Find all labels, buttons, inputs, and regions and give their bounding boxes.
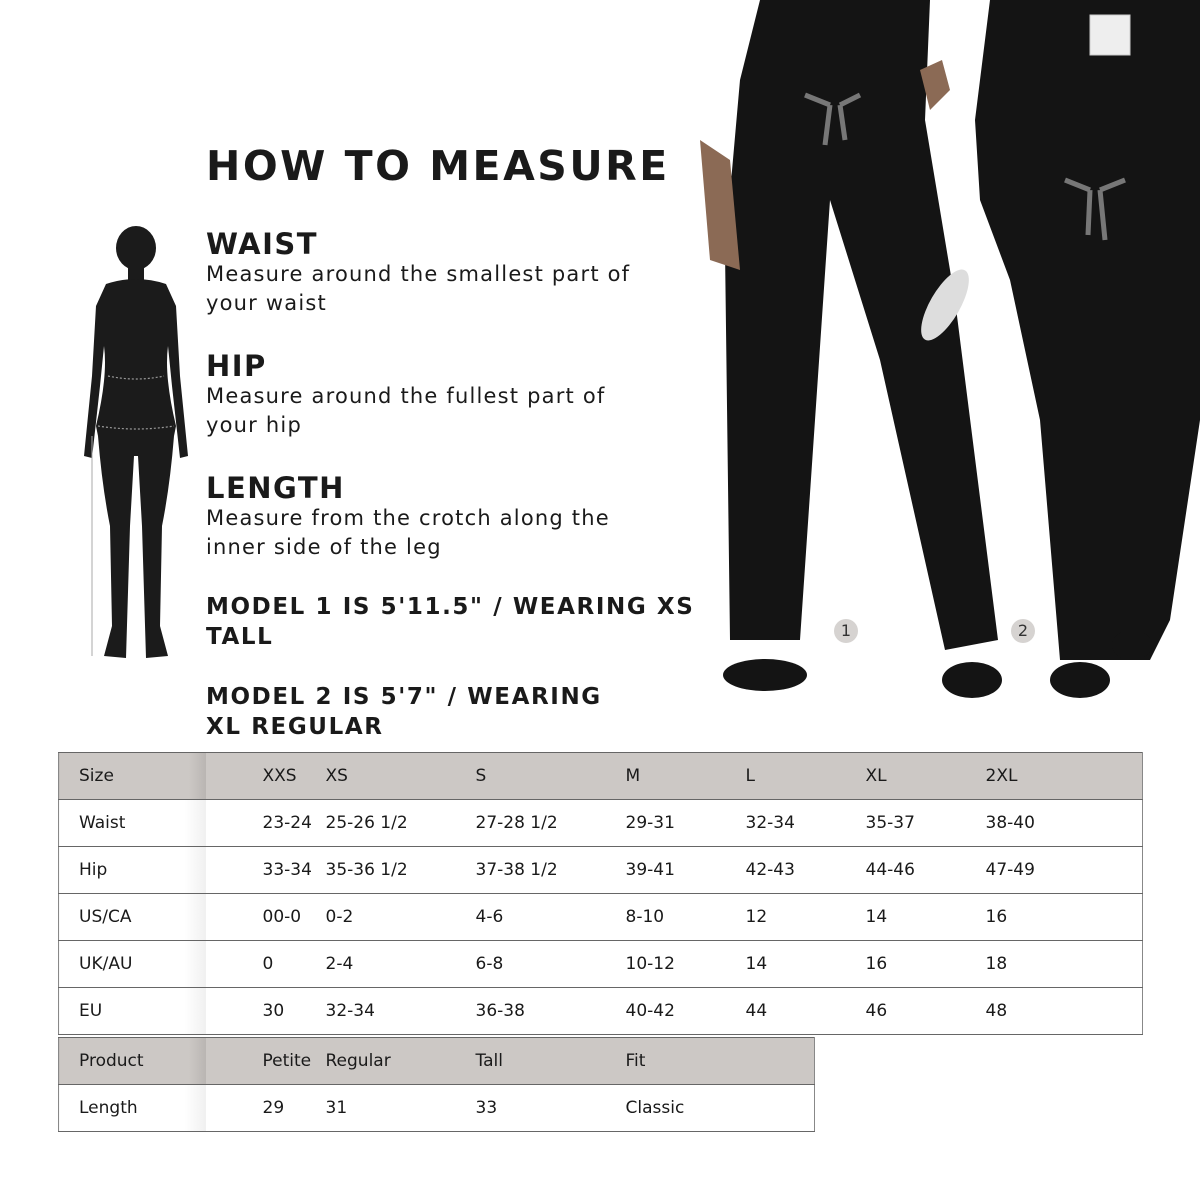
size-header-row xyxy=(59,753,1143,800)
table-row xyxy=(59,941,1143,988)
table-cell: 44 xyxy=(746,988,866,1035)
table-cell: 39-41 xyxy=(626,847,746,894)
table-cell: 30 xyxy=(206,988,326,1035)
table-cell: 0 xyxy=(206,941,326,988)
header-cell: XS xyxy=(326,753,476,800)
table-cell: 33-34 xyxy=(206,847,326,894)
table-cell: 16 xyxy=(866,941,986,988)
model-1-badge: 1 xyxy=(834,619,858,643)
table-cell: 18 xyxy=(986,941,1143,988)
row-label: Length xyxy=(59,1085,206,1132)
model-2-info: MODEL 2 IS 5'7" / WEARING XL REGULAR xyxy=(206,684,602,740)
table-cell: 25-26 1/2 xyxy=(326,800,476,847)
table-cell: 38-40 xyxy=(986,800,1143,847)
table-cell: 40-42 xyxy=(626,988,746,1035)
waist-section xyxy=(206,228,706,318)
row-label: Hip xyxy=(59,847,206,894)
table-cell: 14 xyxy=(746,941,866,988)
table-cell: 48 xyxy=(986,988,1143,1035)
table-cell: 10-12 xyxy=(626,941,746,988)
hip-heading: HIP xyxy=(206,349,267,383)
header-cell: XXS xyxy=(206,753,326,800)
table-cell: 23-24 xyxy=(206,800,326,847)
header-cell: M xyxy=(626,753,746,800)
model-1-info: MODEL 1 IS 5'11.5" / WEARING XS TALL xyxy=(206,594,695,650)
table-cell: 16 xyxy=(986,894,1143,941)
models-photo xyxy=(680,0,1200,710)
header-cell: S xyxy=(476,753,626,800)
header-cell: Regular xyxy=(326,1038,476,1085)
table-row xyxy=(59,1085,815,1132)
length-section xyxy=(206,472,706,562)
table-cell: 33 xyxy=(476,1085,626,1132)
table-cell: 31 xyxy=(326,1085,476,1132)
table-cell: 35-36 1/2 xyxy=(326,847,476,894)
table-cell: 8-10 xyxy=(626,894,746,941)
table-cell: 27-28 1/2 xyxy=(476,800,626,847)
table-cell: 4-6 xyxy=(476,894,626,941)
table-cell: 00-0 xyxy=(206,894,326,941)
header-cell: Product xyxy=(59,1038,206,1085)
header-cell: Tall xyxy=(476,1038,626,1085)
table-cell: Classic xyxy=(626,1085,815,1132)
table-cell: 2-4 xyxy=(326,941,476,988)
table-cell: 32-34 xyxy=(326,988,476,1035)
table-row xyxy=(59,847,1143,894)
length-heading: LENGTH xyxy=(206,471,345,505)
hip-text: Measure around the fullest part of your hip xyxy=(206,384,606,437)
row-label: US/CA xyxy=(59,894,206,941)
table-cell: 36-38 xyxy=(476,988,626,1035)
table-cell: 12 xyxy=(746,894,866,941)
length-chart-table xyxy=(58,1037,815,1132)
table-row xyxy=(59,800,1143,847)
row-label: UK/AU xyxy=(59,941,206,988)
table-row xyxy=(59,988,1143,1035)
hip-section xyxy=(206,350,706,440)
length-header-row xyxy=(59,1038,815,1085)
header-cell: 2XL xyxy=(986,753,1143,800)
size-chart-table xyxy=(58,752,1143,1035)
header-cell: L xyxy=(746,753,866,800)
row-label: EU xyxy=(59,988,206,1035)
table-cell: 0-2 xyxy=(326,894,476,941)
table-cell: 35-37 xyxy=(866,800,986,847)
table-row xyxy=(59,894,1143,941)
table-cell: 32-34 xyxy=(746,800,866,847)
waist-heading: WAIST xyxy=(206,227,319,261)
table-cell: 42-43 xyxy=(746,847,866,894)
page-title: HOW TO MEASURE xyxy=(206,142,670,190)
row-label: Waist xyxy=(59,800,206,847)
table-cell: 47-49 xyxy=(986,847,1143,894)
table-cell: 46 xyxy=(866,988,986,1035)
header-cell: Size xyxy=(59,753,206,800)
header-cell: Fit xyxy=(626,1038,815,1085)
body-silhouette-icon xyxy=(76,226,196,662)
table-cell: 44-46 xyxy=(866,847,986,894)
model-2-badge: 2 xyxy=(1011,619,1035,643)
table-cell: 6-8 xyxy=(476,941,626,988)
length-text: Measure from the crotch along the inner side of the leg xyxy=(206,506,610,559)
table-cell: 37-38 1/2 xyxy=(476,847,626,894)
table-cell: 29-31 xyxy=(626,800,746,847)
table-cell: 29 xyxy=(206,1085,326,1132)
header-cell: Petite xyxy=(206,1038,326,1085)
header-cell: XL xyxy=(866,753,986,800)
waist-text: Measure around the smallest part of your waist xyxy=(206,262,631,315)
table-cell: 14 xyxy=(866,894,986,941)
